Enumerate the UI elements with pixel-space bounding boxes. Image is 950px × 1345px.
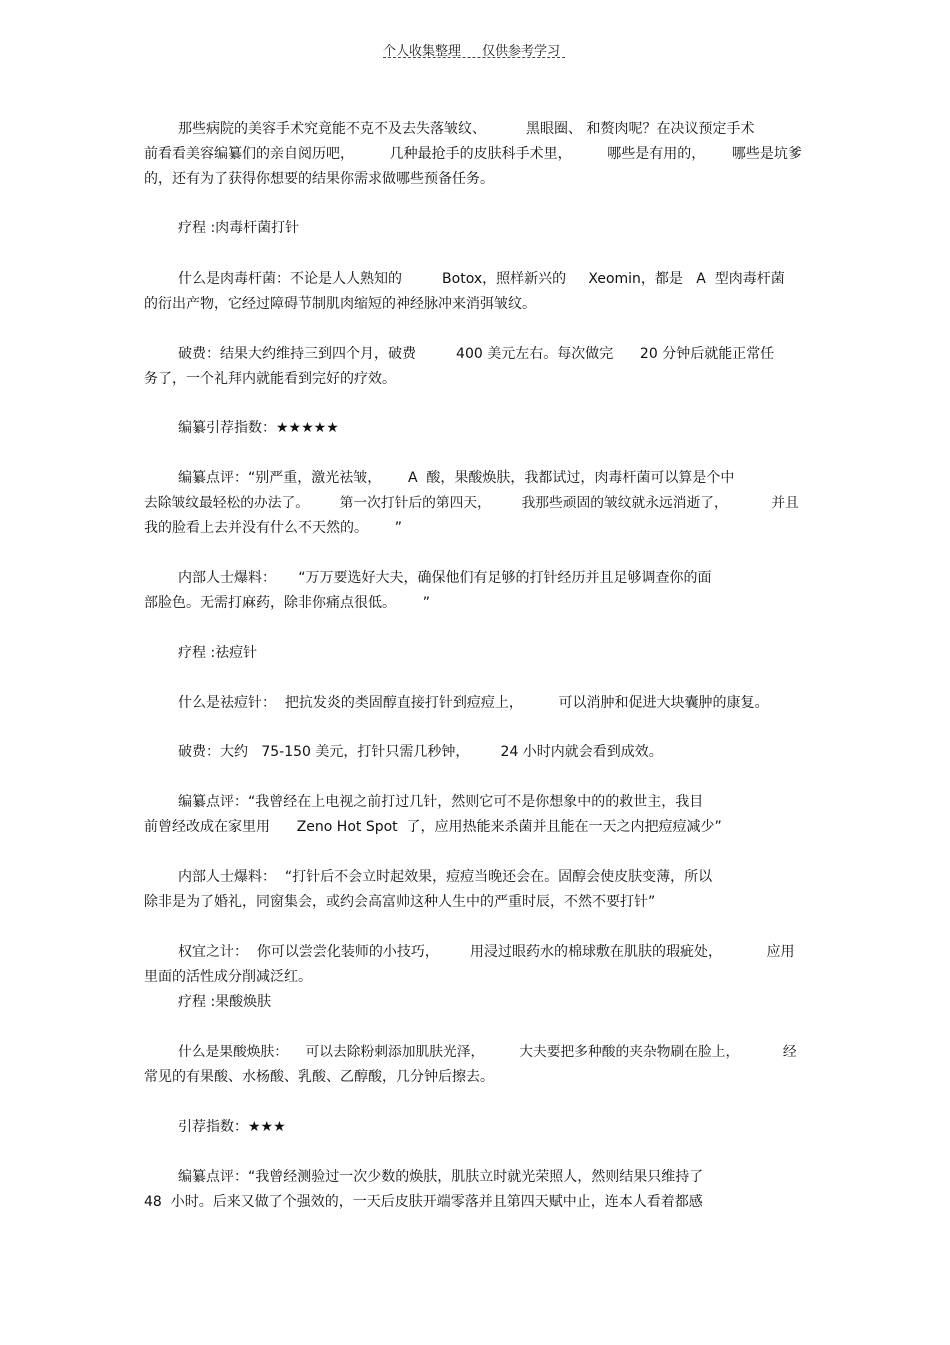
header-left-text: 个人收集整理 xyxy=(383,44,462,59)
text-line: 前看看美容编纂们的亲自阅历吧， 几种最抢手的皮肤科手术里， 哪些是有用的， 哪些是坑爹 xyxy=(144,146,802,162)
text-line: 内部人士爆料： “打针后不会立时起效果，痘痘当晚还会在。固醇会使皮肤变薄，所以 xyxy=(178,869,713,885)
text-line: 去除皱纹最轻松的办法了。 第一次打针后的第四天， 我那些顽固的皱纹就永远消逝了， 并且 xyxy=(144,495,799,511)
text-line: 什么是果酸焕肤： 可以去除粉刺添加肌肤光泽， 大夫要把多种酸的夹杂物刷在脸上， 经 xyxy=(178,1044,797,1060)
header-right-text: 仅供参考学习 xyxy=(482,44,561,59)
text-line: 务了，一个礼拜内就能看到完好的疗效。 xyxy=(144,371,396,387)
text-line: 什么是肉毒杆菌：不论是人人熟知的 Botox，照样新兴的 Xeomin，都是 A 型肉毒杆菌 xyxy=(178,271,785,287)
text-line: 常见的有果酸、水杨酸、乳酸、乙醇酸，几分钟后擦去。 xyxy=(144,1069,494,1085)
text-line: 权宜之计： 你可以尝尝化装师的小技巧， 用浸过眼药水的棉球敷在肌肤的瑕疵处， 应用 xyxy=(178,944,795,960)
section-heading: 疗程 :果酸焕肤 xyxy=(178,994,272,1010)
rating-line: 编纂引荐指数：★★★★★ xyxy=(178,420,339,436)
page-header xyxy=(383,36,567,60)
header-dashed-rule xyxy=(383,57,565,58)
section-heading: 疗程 :肉毒杆菌打针 xyxy=(178,220,300,236)
text-line: 编纂点评：“别严重，激光祛皱， A 酸，果酸焕肤，我都试过，肉毒杆菌可以算是个中 xyxy=(178,470,735,486)
text-line: 破费：大约 75-150 美元，打针只需几秒钟， 24 小时内就会看到成效。 xyxy=(178,744,663,760)
text-line: 那些病院的美容手术究竟能不克不及去失落皱纹、 黑眼圈、 和赘肉呢？在决议预定手术 xyxy=(178,121,755,137)
text-line: 破费：结果大约维持三到四个月，破费 400 美元左右。每次做完 20 分钟后就能正常任 xyxy=(178,346,775,362)
text-line: 里面的活性成分削减泛红。 xyxy=(144,969,312,985)
section-heading: 疗程 :祛痘针 xyxy=(178,645,258,661)
text-line: 部脸色。无需打麻药，除非你痛点很低。 ” xyxy=(144,595,430,611)
text-line: 什么是祛痘针： 把抗发炎的类固醇直接打针到痘痘上， 可以消肿和促进大块囊肿的康复。 xyxy=(178,695,769,711)
text-line: 我的脸看上去并没有什么不天然的。 ” xyxy=(144,520,402,536)
text-line: 除非是为了婚礼，同窗集会，或约会高富帅这种人生中的严重时辰，不然不要打针” xyxy=(144,894,656,910)
text-line: 前曾经改成在家里用 Zeno Hot Spot 了，应用热能来杀菌并且能在一天之内把痘痘减少” xyxy=(144,819,722,835)
text-line: 内部人士爆料： “万万要选好大夫，确保他们有足够的打针经历并且足够调查你的面 xyxy=(178,570,712,586)
text-line: 48 小时。后来又做了个强效的，一天后皮肤开端零落并且第四天赋中止，连本人看着都感 xyxy=(144,1194,703,1210)
rating-line: 引荐指数：★★★ xyxy=(178,1119,286,1135)
text-line: 的衍出产物，它经过障碍节制肌肉缩短的神经脉冲来消弭皱纹。 xyxy=(144,296,536,312)
text-line: 编纂点评：“我曾经测验过一次少数的焕肤，肌肤立时就光荣照人，然则结果只维持了 xyxy=(178,1169,704,1185)
text-line: 的，还有为了获得你想要的结果你需求做哪些预备任务。 xyxy=(144,171,494,187)
text-line: 编纂点评：“我曾经在上电视之前打过几针，然则它可不是你想象中的的救世主，我目 xyxy=(178,794,704,810)
